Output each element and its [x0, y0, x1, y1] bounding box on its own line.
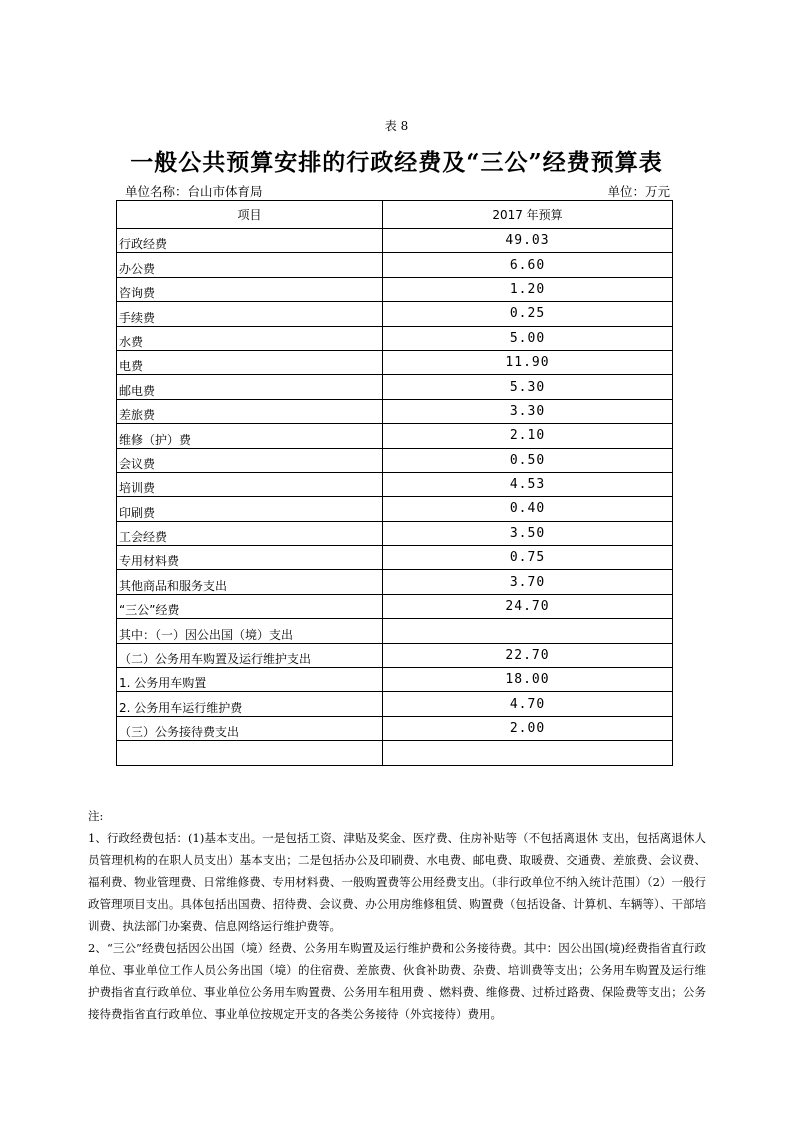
row-value: 4.70 — [383, 692, 673, 716]
table-row — [117, 521, 673, 545]
row-label: 工会经费 — [117, 521, 383, 545]
table-row — [117, 277, 673, 301]
table-row — [117, 472, 673, 496]
table-row — [117, 692, 673, 716]
budget-table — [116, 200, 673, 766]
row-value: 2.00 — [383, 716, 673, 740]
row-value: 0.50 — [383, 448, 673, 472]
row-value: 2.10 — [383, 424, 673, 448]
table-row — [117, 375, 673, 399]
table-row — [117, 253, 673, 277]
table-number: 表 8 — [384, 119, 409, 133]
row-value: 3.30 — [383, 399, 673, 423]
row-label: 差旅费 — [117, 399, 383, 423]
row-value: 0.75 — [383, 546, 673, 570]
table-row — [117, 668, 673, 692]
table-row — [117, 546, 673, 570]
row-value: 0.25 — [383, 302, 673, 326]
table-row — [117, 302, 673, 326]
row-value: 4.53 — [383, 472, 673, 496]
row-label: 专用材料费 — [117, 546, 383, 570]
row-label: （二）公务用车购置及运行维护支出 — [117, 643, 383, 667]
table-row — [117, 350, 673, 374]
header-item: 项目 — [117, 201, 383, 229]
row-value: 49.03 — [383, 229, 673, 253]
row-label: “三公”经费 — [117, 594, 383, 618]
page-title: 一般公共预算安排的行政经费及“三公”经费预算表 — [130, 149, 663, 176]
row-value: 3.70 — [383, 570, 673, 594]
row-value — [383, 741, 673, 765]
table-meta — [125, 182, 670, 198]
row-label: 办公费 — [117, 253, 383, 277]
table-row — [117, 448, 673, 472]
row-label: 水费 — [117, 326, 383, 350]
table-row — [117, 326, 673, 350]
row-label: 电费 — [117, 350, 383, 374]
table-row — [117, 399, 673, 423]
row-value: 22.70 — [383, 643, 673, 667]
row-label: 印刷费 — [117, 497, 383, 521]
row-label: 维修（护）费 — [117, 424, 383, 448]
table-row — [117, 643, 673, 667]
row-label: 手续费 — [117, 302, 383, 326]
table-row — [117, 570, 673, 594]
table-row — [117, 229, 673, 253]
row-value: 0.40 — [383, 497, 673, 521]
row-label: 行政经费 — [117, 229, 383, 253]
row-value: 24.70 — [383, 594, 673, 618]
row-label: 咨询费 — [117, 277, 383, 301]
header-budget: 2017 年预算 — [383, 201, 673, 229]
notes-heading: 注: — [88, 809, 104, 823]
row-label: 培训费 — [117, 472, 383, 496]
table-header-row — [117, 201, 673, 229]
table-row — [117, 594, 673, 618]
table-row — [117, 716, 673, 740]
row-label: 其中：（一）因公出国（境）支出 — [117, 619, 383, 643]
row-value — [383, 619, 673, 643]
table-row — [117, 497, 673, 521]
table-row — [117, 424, 673, 448]
notes-section — [88, 805, 706, 1025]
note-1: 1、行政经费包括：(1)基本支出。一是包括工资、津贴及奖金、医疗费、住房补贴等（不包括离退休 支出，包括离退休人员管理机构的在职人员支出）基本支出；二是包括办公及印刷费、水电费、邮电费、取暖费、交通费、差旅费、会议费、福利费、物业管理费、日常维修费、专用材料费、一般购置费等公用经费支出。（非行政单位不纳入统计范围）（2）一般行政管理项目支出。具体包括出国费、招待费、会议费、办公用房维修租赁、购置费（包括设备、计算机、车辆等）、干部培训费、执法部门办案费、信息网络运行维护费等。 — [88, 831, 706, 933]
row-value: 1.20 — [383, 277, 673, 301]
row-label: 其他商品和服务支出 — [117, 570, 383, 594]
row-value: 3.50 — [383, 521, 673, 545]
row-value: 18.00 — [383, 668, 673, 692]
row-value: 5.30 — [383, 375, 673, 399]
unit-name: 单位名称：台山市体育局 — [125, 184, 263, 199]
row-value: 6.60 — [383, 253, 673, 277]
row-label — [117, 741, 383, 765]
row-label: 会议费 — [117, 448, 383, 472]
currency-unit: 单位：万元 — [607, 184, 670, 199]
row-value: 11.90 — [383, 350, 673, 374]
note-2: 2、“三公”经费包括因公出国（境）经费、公务用车购置及运行维护费和公务接待费。其中：因公出国(境)经费指省直行政单位、事业单位工作人员公务出国（境）的住宿费、差旅费、伙食补助费、杂费、培训费等支出；公务用车购置及运行维护费指省直行政单位、事业单位公务用车购置费、公务用车租用费 、燃料费、维修费、过桥过路费、保险费等支出；公务接待费指省直行政单位、事业单位按规定开支的各类公务接待（外宾接待）费用。 — [88, 941, 706, 1021]
table-row — [117, 619, 673, 643]
row-label: （三）公务接待费支出 — [117, 716, 383, 740]
row-label: 2. 公务用车运行维护费 — [117, 692, 383, 716]
row-label: 1. 公务用车购置 — [117, 668, 383, 692]
row-value: 5.00 — [383, 326, 673, 350]
row-label: 邮电费 — [117, 375, 383, 399]
table-row — [117, 741, 673, 765]
